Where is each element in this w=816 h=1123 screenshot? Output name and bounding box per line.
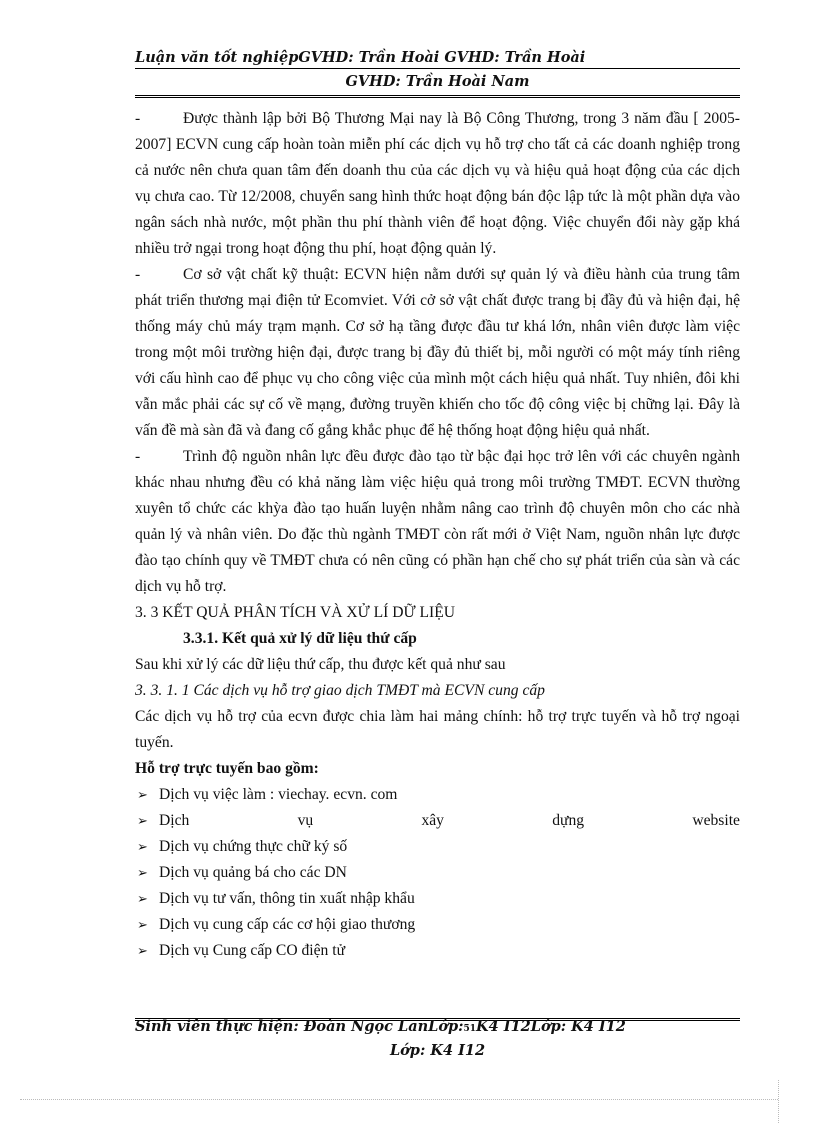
service-list <box>135 782 740 964</box>
dash-marker: - <box>135 448 141 465</box>
italic-heading: 3. 3. 1. 1 Các dịch vụ hỗ trợ giao dịch TMĐT mà ECVN cung cấp <box>135 682 545 699</box>
paragraph-text: Trình độ nguồn nhân lực đều được đào tạo từ bậc đại học trở lên với các chuyên ngành khác nhau nhưng đều có khả năng làm việc hiệu quả trong môi trường TMĐT. ECVN thường xuyên tổ chức các khỳa đào tạo huấn luyện nhằm nâng cao trình độ chuyên môn cho các nhà quản lý và nhân viên. Do đặc thù ngành TMĐT còn rất mới ở Việt Nam, nguồn nhân lực được đào tạo chính quy về TMĐT chưa có nên cũng có phần hạn chế cho sự phát triển của sàn và các dịch vụ hỗ trợ. <box>135 448 740 595</box>
arrow-bullet-icon: ➢ <box>137 865 148 880</box>
subsection-heading: 3.3.1. Kết quả xử lý dữ liệu thứ cấp <box>183 630 417 647</box>
paragraph-text: Được thành lập bởi Bộ Thương Mại nay là Bộ Công Thương, trong 3 năm đầu [ 2005-2007] ECVN cung cấp hoàn toàn miễn phí các dịch vụ hỗ trợ cho tất cả các doanh nghiệp trong cả nước nên chưa quan tâm đến doanh thu của các dịch vụ và hiệu quả hoạt động của các dịch vụ chưa cao. Từ 12/2008, chuyển sang hình thức hoạt động bán độc lập tức là một phần dựa vào ngân sách nhà nước, một phần thu phí thành viên để hoạt động. Việc chuyển đổi này gặp khá nhiều trở ngại trong hoạt động thu phí, hoạt động quản lý. <box>135 110 740 257</box>
footer-class: Lớp: K4 I12 <box>389 1042 486 1059</box>
arrow-bullet-icon: ➢ <box>137 943 148 958</box>
services-intro: Các dịch vụ hỗ trợ của ecvn được chia làm hai mảng chính: hỗ trợ trực tuyến và hỗ trợ ngoại tuyến. <box>135 708 740 751</box>
header-title: Luận văn tốt nghiệpGVHD: Trần Hoài GVHD: Trần Hoài <box>135 49 586 66</box>
arrow-bullet-icon: ➢ <box>137 787 148 802</box>
page-edge-guide-vertical <box>778 1080 779 1123</box>
paragraph-text: Cơ sở vật chất kỹ thuật: ECVN hiện nằm dưới sự quản lý và điều hành của trung tâm phát triển thương mại điện tử Ecomviet. Với cở sở vật chất được trang bị đầy đủ và hiện đại, hệ thống máy chủ máy trạm mạnh. Cơ sở hạ tầng được đầu tư khá lớn, nhân viên được làm việc trong một môi trường hiện đại, được trang bị đầy đủ thiết bị, mỗi người có một máy tính riêng với cấu hình cao để phục vụ cho công việc của mình một cách hiệu quả nhất. Tuy nhiên, đôi khi vẫn mắc phải các sự cố về mạng, đường truyền khiến cho tốc độ công việc bị chững lại. Đây là vấn đề mà sàn đã và đang cố gắng khắc phục để hệ thống hoạt động hiệu quả nhất. <box>135 266 740 439</box>
header-advisor: GVHD: Trần Hoài Nam <box>345 73 530 90</box>
paragraph-1 <box>135 106 740 262</box>
dash-marker: - <box>135 266 141 283</box>
arrow-bullet-icon: ➢ <box>137 891 148 906</box>
header-double-rule <box>135 95 740 100</box>
list-item: ➢ Dịch vụ việc làm : viechay. ecvn. com <box>135 782 740 808</box>
online-heading: Hỗ trợ trực tuyến bao gồm: <box>135 760 319 777</box>
list-item: ➢ Dịch vụ quảng bá cho các DN <box>135 860 740 886</box>
list-item: ➢ Dịch vụ tư vấn, thông tin xuất nhập khẩu <box>135 886 740 912</box>
list-item: ➢ Dịch vụ chứng thực chữ ký số <box>135 834 740 860</box>
paragraph-3 <box>135 444 740 600</box>
list-item <box>135 808 740 834</box>
arrow-bullet-icon: ➢ <box>137 917 148 932</box>
dash-marker: - <box>135 110 141 127</box>
header-rule <box>135 68 740 69</box>
page-number: 51 <box>463 1024 477 1034</box>
justified-item: Dịch vụ xây dựng website <box>159 812 740 829</box>
footer-student: Sinh viên thực hiện: Đoàn Ngọc LanLớp:51K4 I12Lớp: K4 I12 <box>135 1018 626 1035</box>
page-body <box>135 106 740 964</box>
arrow-bullet-icon: ➢ <box>137 839 148 854</box>
list-item: ➢ Dịch vụ cung cấp các cơ hội giao thương <box>135 912 740 938</box>
intro-line: Sau khi xử lý các dữ liệu thứ cấp, thu được kết quả như sau <box>135 656 506 673</box>
paragraph-2 <box>135 262 740 444</box>
arrow-bullet-icon: ➢ <box>137 813 148 828</box>
section-heading: 3. 3 KẾT QUẢ PHÂN TÍCH VÀ XỬ LÍ DỮ LIỆU <box>135 604 456 621</box>
page-edge-guide <box>20 1099 778 1100</box>
list-item: ➢ Dịch vụ Cung cấp CO điện tử <box>135 938 740 964</box>
